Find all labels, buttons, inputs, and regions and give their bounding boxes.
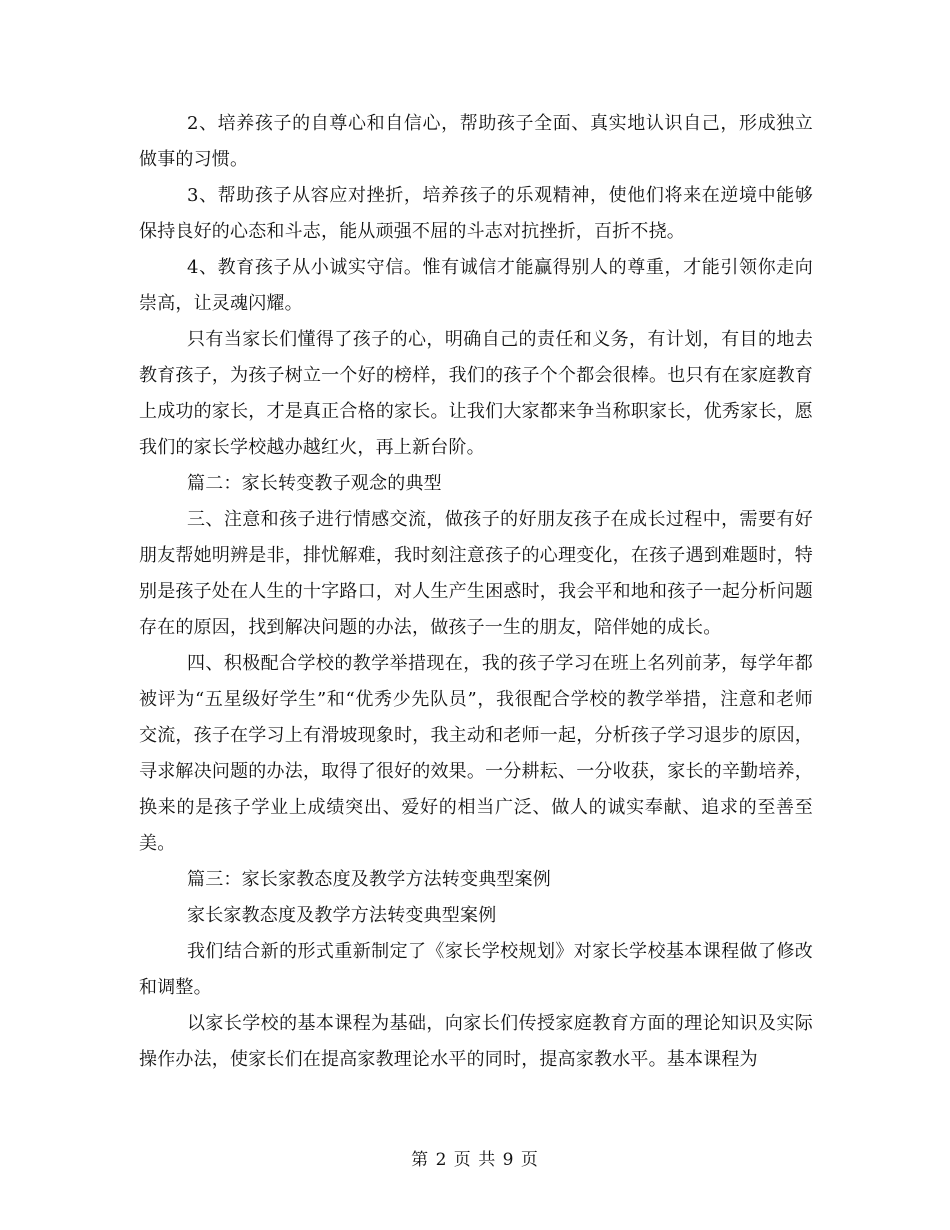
paragraph-2: 3、帮助孩子从容应对挫折，培养孩子的乐观精神，使他们将来在逆境中能够保持良好的心态和斗志，能从顽强不屈的斗志对抗挫折，百折不挠。 — [139, 185, 813, 242]
paragraph-8: 以家长学校的基本课程为基础，向家长们传授家庭教育方面的理论知识及实际操作办法，使家长们在提高家教理论水平的同时，提高家教水平。基本课程为 — [139, 1013, 813, 1070]
paragraph-5: 三、注意和孩子进行情感交流，做孩子的好朋友孩子在成长过程中，需要有好朋友帮她明辨是非，排忧解难，我时刻注意孩子的心理变化，在孩子遇到难题时，特别是孩子处在人生的十字路口，对人生产生困惑时，我会平和地和孩子一起分析问题存在的原因，找到解决问题的办法，做孩子一生的朋友，陪伴她的成长。 — [139, 509, 813, 638]
paragraph-3: 4、教育孩子从小诚实守信。惟有诚信才能赢得别人的尊重，才能引领你走向崇高，让灵魂闪耀。 — [139, 257, 813, 314]
section-heading-3: 篇三：家长家教态度及教学方法转变典型案例 — [187, 869, 551, 890]
paragraph-7: 我们结合新的形式重新制定了《家长学校规划》对家长学校基本课程做了修改和调整。 — [139, 941, 813, 998]
section-heading-2: 篇二：家长转变教子观念的典型 — [187, 473, 442, 494]
paragraph-6: 四、积极配合学校的教学举措现在，我的孩子学习在班上名列前茅，每学年都被评为“五星级好学生”和“优秀少先队员”，我很配合学校的教学举措，注意和老师交流，孩子在学习上有滑坡现象时，我主动和老师一起，分析孩子学习退步的原因，寻求解决问题的办法，取得了很好的效果。一分耕耘、一分收获，家长的辛勤培养，换来的是孩子学业上成绩突出、爱好的相当广泛、做人的诚实奉献、追求的至善至美。 — [139, 653, 813, 854]
paragraph-1: 2、培养孩子的自尊心和自信心，帮助孩子全面、真实地认识自己，形成独立做事的习惯。 — [139, 113, 813, 170]
document-body — [139, 106, 813, 1078]
page-footer: 第 2 页 共 9 页 — [411, 1150, 539, 1170]
section-subtitle: 家长家教态度及教学方法转变典型案例 — [187, 905, 497, 926]
paragraph-4: 只有当家长们懂得了孩子的心，明确自己的责任和义务，有计划，有目的地去教育孩子，为孩子树立一个好的榜样，我们的孩子个个都会很棒。也只有在家庭教育上成功的家长，才是真正合格的家长。让我们大家都来争当称职家长，优秀家长，愿我们的家长学校越办越红火，再上新台阶。 — [139, 329, 813, 458]
